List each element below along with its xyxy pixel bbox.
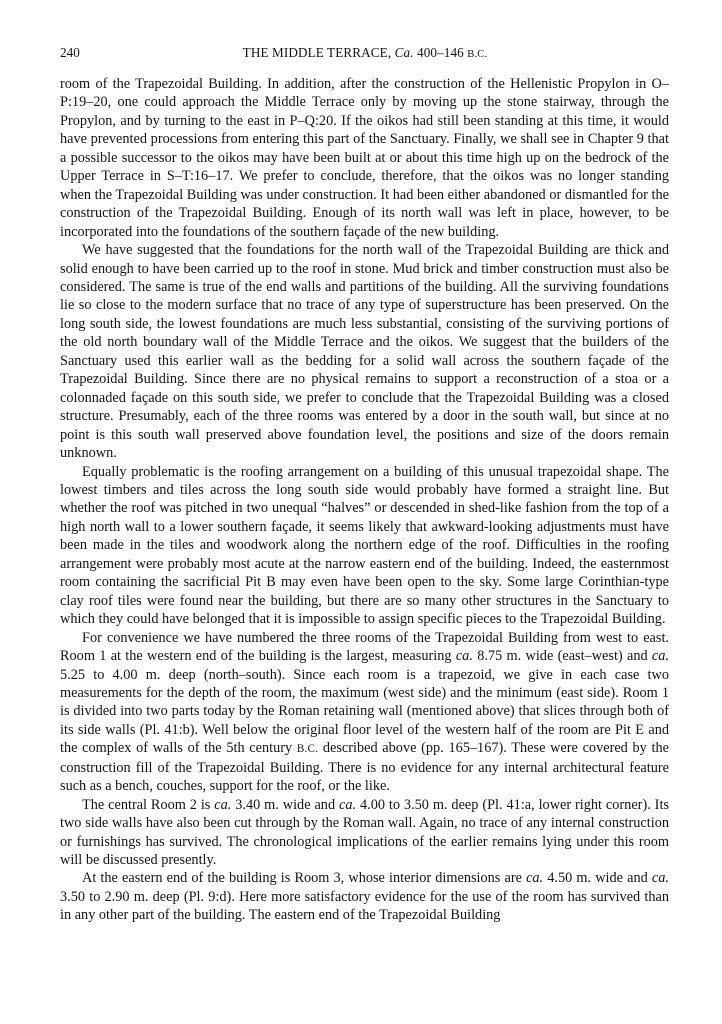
page-number: 240 bbox=[60, 45, 80, 60]
p6-text-b: 4.50 m. wide and bbox=[543, 870, 652, 887]
paragraph-5 bbox=[60, 796, 669, 870]
p6-text-a: At the eastern end of the building is Room 3, whose interior dimensions are bbox=[82, 870, 527, 887]
p4-text-a: For convenience we have numbered the three rooms of the Trapezoidal Building from west to east. Room 1 at the western end of the building is the largest, measuring bbox=[60, 629, 669, 665]
p5-text-b: 3.40 m. wide and bbox=[231, 796, 339, 813]
p4-text-d: described above (pp. 165–167). These were covered by the construction fill of the Trapezoidal Building. There is no evidence for any internal architectural feature such as a bench, couches, support for the roof, or the like. bbox=[60, 740, 669, 795]
p4-ca-1: ca. bbox=[455, 648, 473, 665]
p6-ca-2: ca. bbox=[651, 870, 669, 887]
paragraph-1: room of the Trapezoidal Building. In addition, after the construction of the Hellenistic Propylon in O–P:19–20, one could approach the Middle Terrace only by moving up the stone stairway, through the Propylon, and by turning to the east in P–Q:20. If the oikos had still been standing at this time, it would have prevented processions from entering this part of the Sanctuary. Finally, we shall see in Chapter 9 that a possible successor to the oikos may have been built at or about this time high up on the bedrock of the Upper Terrace in S–T:16–17. We prefer to conclude, therefore, that the oikos was no longer standing when the Trapezoidal Building was under construction. It had been either abandoned or dismantled for the construction of the Trapezoidal Building. Enough of its north wall was left in place, however, to be incorporated into the foundations of the southern façade of the new building. bbox=[60, 76, 669, 240]
p4-era: B.C. bbox=[296, 743, 319, 756]
running-title-era: B.C. bbox=[467, 49, 488, 60]
running-title-main: THE MIDDLE TERRACE, bbox=[242, 45, 395, 60]
p5-ca-2: ca. bbox=[339, 796, 357, 813]
paragraph-3: Equally problematic is the roofing arrangement on a building of this unusual trapezoidal shape. The lowest timbers and tiles across the long south side would probably have formed a straight line. But whether the roof was pitched in two unequal “halves” or descended in shed-like fashion from the top of a high north wall to a lower southern façade, it seems likely that awkward-looking adjustments must have been made in the tiles and woodwork along the northern edge of the roof. Difficulties in the roofing arrangement were probably most acute at the narrow eastern end of the building. Indeed, the easternmost room containing the sacrificial Pit B may even have been open to the sky. Some large Corinthian-type clay roof tiles were found near the building, but there are so many other structures in the Sanctuary to which they could have belonged that it is impossible to assign specific pieces to the Trapezoidal Building. bbox=[60, 463, 669, 628]
p4-ca-2: ca. bbox=[651, 648, 669, 665]
p4-text-b: 8.75 m. wide (east–west) and bbox=[472, 648, 652, 665]
running-title bbox=[60, 45, 670, 61]
p4-text-c: 5.25 to 4.00 m. deep (north–south). Since each room is a trapezoid, we give in each case two measurements for the depth of the room, the maximum (west side) and the minimum (east side). Room 1 is divided into two parts today by the Roman retaining wall (mentioned above) that slices through both of its side walls (Pl. 41:b). Well below the original floor level of the western half of the room are Pit E and the complex of walls of the 5th century bbox=[60, 666, 669, 757]
p6-text-c: 3.50 to 2.90 m. deep (Pl. 9:d). Here more satisfactory evidence for the use of the room has survived than in any other part of the building. The eastern end of the Trapezoidal Building bbox=[60, 888, 669, 924]
p5-text-a: The central Room 2 is bbox=[82, 796, 215, 813]
p5-text-c: 4.00 to 3.50 m. deep (Pl. 41:a, lower right corner). Its two side walls have also been cut through by the Roman wall. Again, no trace of any internal construction or furnishings has survived. The chronological implications of the earlier remains lying under this room will be discussed presently. bbox=[60, 796, 669, 869]
p6-ca-1: ca. bbox=[526, 870, 544, 887]
body-text bbox=[60, 75, 669, 925]
paragraph-4 bbox=[60, 629, 669, 796]
running-head bbox=[60, 45, 670, 63]
paragraph-6 bbox=[60, 869, 669, 924]
running-title-ca: Ca. bbox=[394, 45, 414, 60]
p5-ca-1: ca. bbox=[214, 796, 232, 813]
running-title-years: 400–146 bbox=[413, 45, 468, 60]
paragraph-2: We have suggested that the foundations for the north wall of the Trapezoidal Building are thick and solid enough to have been carried up to the roof in stone. Mud brick and timber construction must also be considered. The same is true of the end walls and partitions of the building. All the surviving foundations lie so close to the modern surface that no trace of any type of superstructure has been preserved. On the long south side, the lowest foundations are much less substantial, consisting of the surviving portions of the old north boundary wall of the Middle Terrace and the oikos. We suggest that the builders of the Sanctuary used this earlier wall as the bedding for a solid wall across the southern façade of the Trapezoidal Building. Since there are no physical remains to support a reconstruction of a stoa or a colonnaded façade on this south side, we prefer to conclude that the Trapezoidal Building was a closed structure. Presumably, each of the three rooms was entered by a door in the south wall, but since at no point is this south wall preserved above foundation level, the positions and size of the doors remain unknown. bbox=[60, 242, 669, 462]
